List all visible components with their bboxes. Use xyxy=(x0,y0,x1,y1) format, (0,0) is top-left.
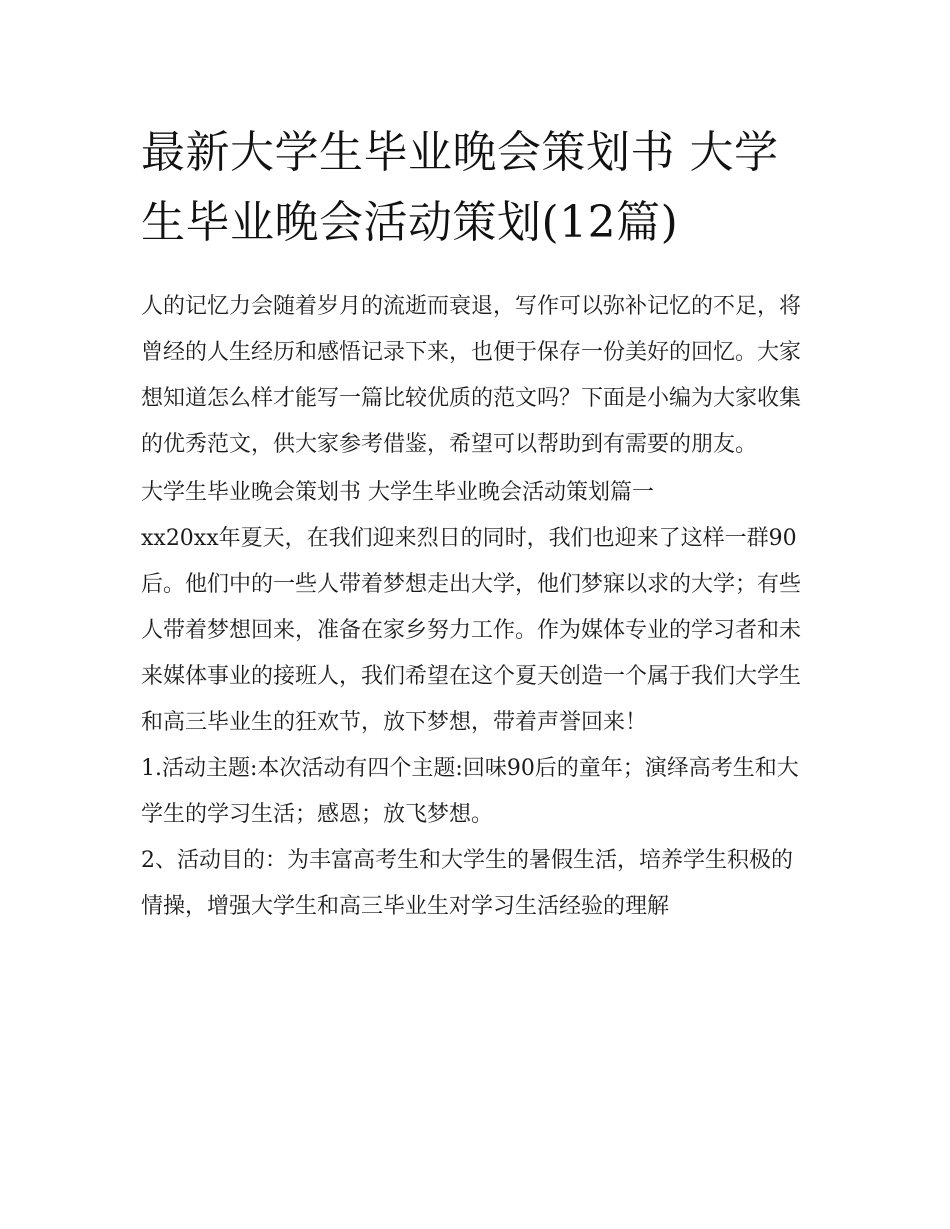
activity-purpose-paragraph: 2、活动目的：为丰富高考生和大学生的暑假生活，培养学生积极的情操，增强大学生和高三毕业生对学习生活经验的理解 xyxy=(141,848,793,919)
intro-paragraph: 人的记忆力会随着岁月的流逝而衰退，写作可以弥补记忆的不足，将曾经的人生经历和感悟记录下来，也便于保存一份美好的回忆。大家想知道怎么样才能写一篇比较优质的范文吗？下面是小编为大家收集的优秀范文，供大家参考借鉴，希望可以帮助到有需要的朋友。 xyxy=(141,294,802,457)
body-paragraph: xx20xx年夏天，在我们迎来烈日的同时，我们也迎来了这样一群90后。他们中的一些人带着梦想走出大学，他们梦寐以求的大学；有些人带着梦想回来，准备在家乡努力工作。作为媒体专业的学习者和未来媒体事业的接班人，我们希望在这个夏天创造一个属于我们大学生和高三毕业生的狂欢节，放下梦想，带着声誉回来！ xyxy=(141,526,802,735)
document-title: 最新大学生毕业晚会策划书 大学生毕业晚会活动策划(12篇) xyxy=(141,127,779,248)
activity-theme-paragraph: 1.活动主题:本次活动有四个主题:回味90后的童年；演绎高考生和大学生的学习生活；感恩；放飞梦想。 xyxy=(141,756,799,827)
document-content xyxy=(141,118,813,930)
section-heading: 大学生毕业晚会策划书 大学生毕业晚会活动策划篇一 xyxy=(141,480,654,505)
